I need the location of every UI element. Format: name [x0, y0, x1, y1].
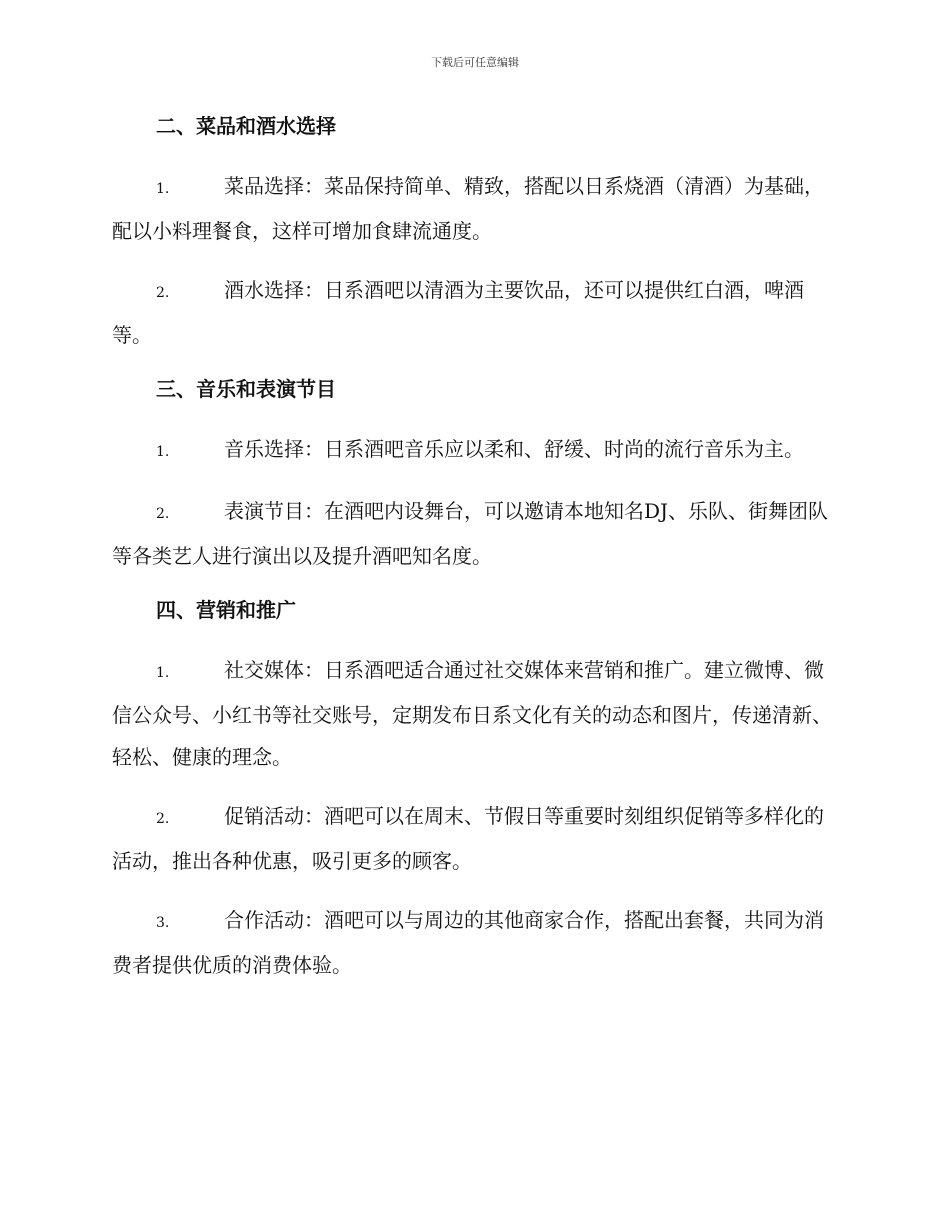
list-item [112, 428, 837, 473]
section-title: 二、菜品和酒水选择 [156, 114, 336, 138]
document-body [112, 110, 837, 1003]
header-note: 下载后可任意编辑 [431, 56, 519, 69]
item-number: 1. [156, 444, 170, 460]
item-number: 2. [156, 285, 170, 301]
item-text: 社交媒体：日系酒吧适合通过社交媒体来营销和推广。建立微博、微信公众号、小红书等社交账号，定期发布日系文化有关的动态和图片，传递清新、轻松、健康的理念。 [112, 658, 832, 769]
section-title: 三、音乐和表演节目 [156, 377, 336, 401]
item-text: 合作活动：酒吧可以与周边的其他商家合作，搭配出套餐，共同为消费者提供优质的消费体验。 [112, 908, 824, 977]
item-number: 1. [156, 665, 170, 681]
item-text: 促销活动：酒吧可以在周末、节假日等重要时刻组织促销等多样化的活动，推出各种优惠，吸引更多的顾客。 [112, 804, 824, 873]
list-item [112, 269, 837, 356]
list-item [112, 795, 837, 882]
item-text: 菜品选择：菜品保持简单、精致，搭配以日系烧酒（清酒）为基础，配以小料理餐食，这样可增加食肆流通度。 [112, 174, 824, 243]
section-title: 四、营销和推广 [156, 598, 296, 622]
item-text: 酒水选择：日系酒吧以清酒为主要饮品，还可以提供红白酒，啤酒等。 [112, 278, 804, 347]
item-number: 1. [156, 181, 170, 197]
item-number: 2. [156, 506, 170, 522]
item-number: 3. [156, 915, 170, 931]
item-text: 表演节目：在酒吧内设舞台，可以邀请本地知名DJ、乐队、街舞团队等各类艺人进行演出以及提升酒吧知名度。 [112, 499, 829, 568]
list-item [112, 899, 837, 986]
list-item [112, 649, 837, 778]
item-number: 2. [156, 811, 170, 827]
list-item [112, 490, 837, 577]
list-item [112, 165, 837, 252]
item-text: 音乐选择：日系酒吧音乐应以柔和、舒缓、时尚的流行音乐为主。 [224, 437, 804, 461]
